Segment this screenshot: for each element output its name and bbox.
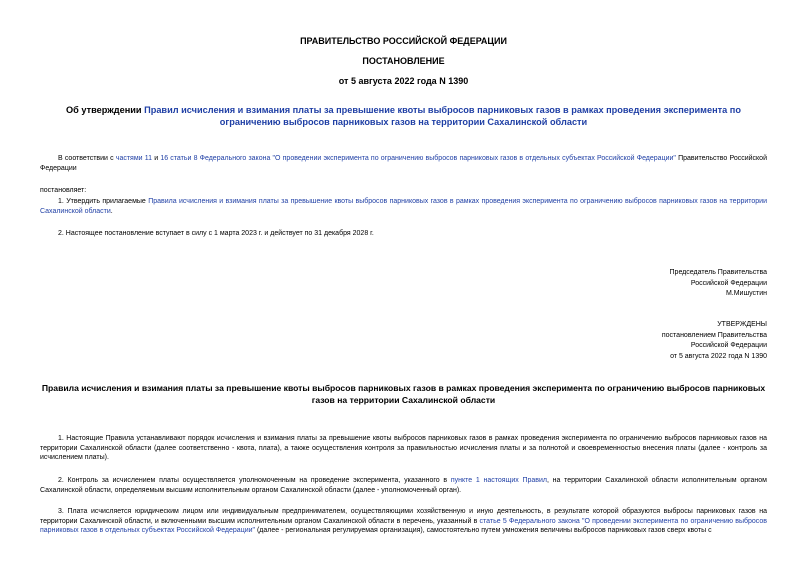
rule-2-link[interactable]: пункте 1 настоящих Правил [450, 477, 547, 484]
signature-line-3: М.Мишустин [725, 290, 767, 297]
document-title [40, 104, 767, 128]
preamble-text-3: Правительство Российской Федерации [40, 155, 767, 172]
preamble-text-1: В соответствии с [58, 155, 116, 162]
preamble [40, 154, 767, 173]
rule-2-text-2: , на территории Сахалинской области исполнительным органом Сахалинской области, определяемым высшим исполнительным органом Сахалинской области (далее - уполномоченный орган). [40, 477, 767, 494]
approved-line-2: постановлением Правительства [661, 331, 767, 339]
title-rules-link[interactable]: Правил исчисления и взимания платы за превышение квоты выбросов парниковых газов в рамках проведения эксперимента по ограничению выбросов парниковых газов на территории Сахалинской области [144, 105, 741, 127]
item-1-end: . [110, 207, 113, 215]
rule-2 [40, 476, 767, 495]
item-2: 2. Настоящее постановление вступает в силу с 1 марта 2023 г. и действует по 31 декабря 2028 г. [58, 230, 374, 237]
document-type: ПОСТАНОВЛЕНИЕ [362, 56, 445, 66]
government-heading: ПРАВИТЕЛЬСТВО РОССИЙСКОЙ ФЕДЕРАЦИИ [300, 36, 507, 46]
item-1 [40, 197, 767, 216]
signature-line-2: Российской Федерации [690, 279, 767, 287]
rule-3 [40, 507, 767, 536]
approved-line-1: УТВЕРЖДЕНЫ [717, 321, 767, 328]
title-prefix: Об утверждении [66, 105, 145, 115]
item-1-rules-link[interactable]: Правила исчисления и взимания платы за превышение квоты выбросов парниковых газов в рамках проведения эксперимента по ограничению выбросов парниковых газов на территории Сахалинской области [40, 198, 768, 215]
rule-3-text-1: 3. Плата исчисляется юридическим лицом или индивидуальным предпринимателем, осуществляющими хозяйственную и иную деятельность, в результате которой образуются выбросы парниковых газов на территории Сахалинской области, и включенными высшим исполнительным органом Сахалинской области в перечень, указанный в [40, 508, 767, 525]
rule-3-link[interactable]: статье 5 Федерального закона "О проведении эксперимента по ограничению выбросов парниковых газов в отдельных субъектах Российской Федерации" [40, 517, 767, 535]
resolves-text: постановляет: [40, 187, 87, 194]
preamble-link-law[interactable]: 16 статьи 8 Федерального закона "О проведении эксперимента по ограничению выбросов парниковых газов в отдельных субъектах Российской Федерации" [160, 155, 676, 162]
rules-title: Правила исчисления и взимания платы за превышение квоты выбросов парниковых газов в рамках проведения эксперимента по ограничению выбросов парниковых газов на территории Сахалинской области [41, 383, 766, 405]
rule-3-text-2: (далее - региональная регулируемая организация), самостоятельно путем умножения величины выбросов парниковых газов сверх квоты с [255, 527, 712, 535]
preamble-text-2: и [152, 155, 161, 162]
rule-2-text-1: 2. Контроль за исчислением платы осуществляется уполномоченным на проведение эксперимента, указанного в [58, 477, 451, 484]
document-date-number: от 5 августа 2022 года N 1390 [338, 76, 469, 86]
rule-1: 1. Настоящие Правила устанавливают порядок исчисления и взимания платы за превышение квоты выбросов парниковых газов в рамках проведения эксперимента по ограничению выбросов парниковых газов на территории Сахалинской области (далее соответственно - квота, плата), а также осуществления контроля за правильностью исчисления платы и за полнотой и своевременностью внесения платы (далее - контроль за исчислением платы). [40, 435, 767, 462]
signature-block [670, 268, 767, 300]
signature-line-1: Председатель Правительства [669, 269, 767, 276]
approved-line-4: от 5 августа 2022 года N 1390 [670, 352, 767, 360]
preamble-link-part-11[interactable]: частями 11 [115, 155, 153, 162]
approved-line-3: Российской Федерации [690, 342, 767, 349]
item-1-text: 1. Утвердить прилагаемые [58, 198, 149, 205]
approved-block [662, 320, 767, 362]
